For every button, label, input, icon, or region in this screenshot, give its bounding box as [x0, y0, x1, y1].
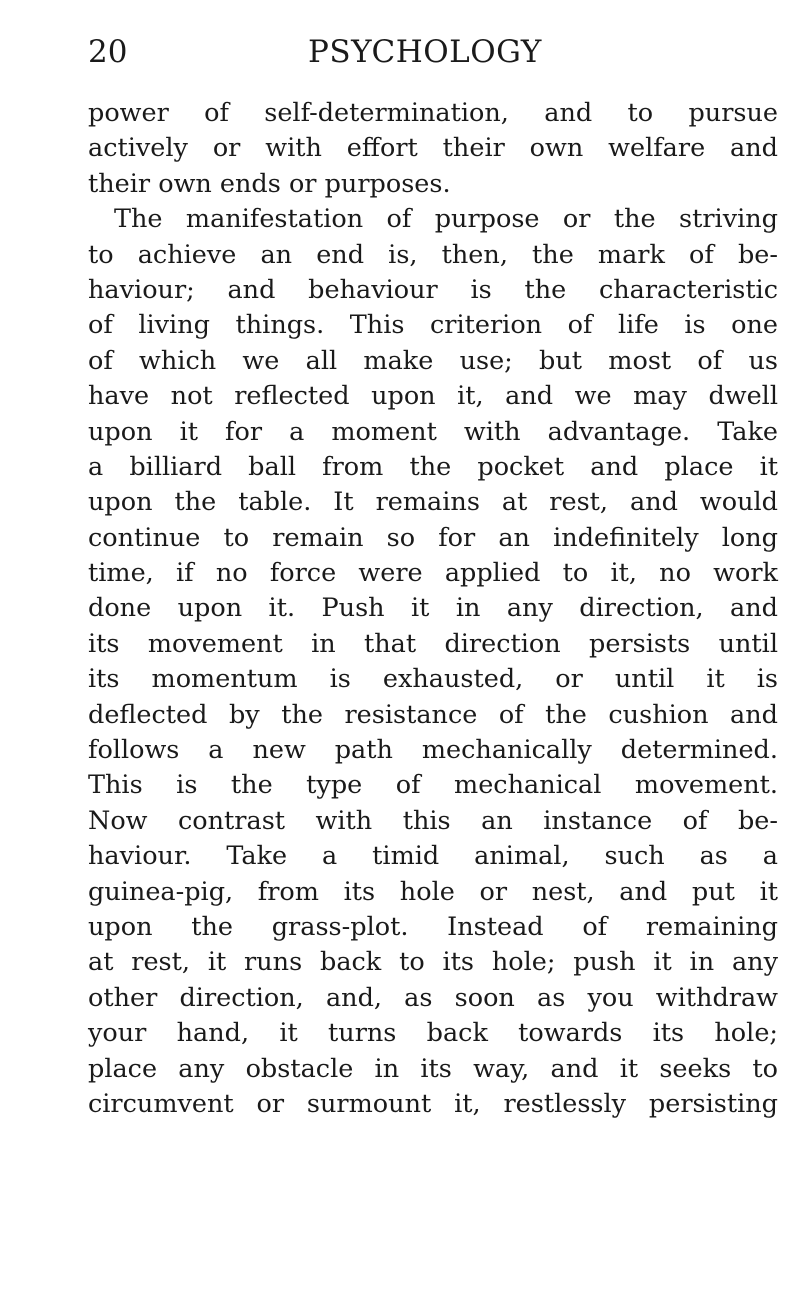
text-line: upon the grass-plot. Instead of remaining	[88, 911, 778, 942]
text-line: a billiard ball from the pocket and place it	[88, 451, 778, 482]
text-line: at rest, it runs back to its hole; push it in any	[88, 947, 778, 978]
text-line: time, if no force were applied to it, no work	[88, 558, 778, 589]
text-line: continue to remain so for an indefinitely long	[88, 522, 778, 553]
text-line: of living things. This criterion of life is one	[88, 310, 778, 341]
text-line: The manifestation of purpose or the striving	[114, 204, 778, 235]
text-line: This is the type of mechanical movement.	[88, 770, 778, 801]
text-line: deflected by the resistance of the cushion and	[88, 699, 778, 730]
running-head	[0, 30, 800, 74]
text-line: circumvent or surmount it, restlessly persisting	[88, 1088, 778, 1119]
text-line: your hand, it turns back towards its hole;	[88, 1018, 778, 1049]
body-text	[88, 96, 778, 1122]
text-line: upon the table. It remains at rest, and would	[88, 487, 778, 518]
text-line: have not reflected upon it, and we may dwell	[88, 381, 778, 412]
text-line: power of self-determination, and to pursue	[88, 98, 778, 128]
text-line: place any obstacle in its way, and it seeks to	[88, 1053, 778, 1084]
text-line: to achieve an end is, then, the mark of be-	[88, 239, 778, 270]
text-line: their own ends or purposes.	[88, 168, 451, 199]
text-line: its momentum is exhausted, or until it is	[88, 664, 778, 695]
text-line: guinea-pig, from its hole or nest, and put it	[88, 876, 778, 907]
text-line: haviour. Take a timid animal, such as a	[88, 841, 778, 872]
text-line: follows a new path mechanically determined.	[88, 735, 778, 766]
page-title: PSYCHOLOGY	[308, 34, 542, 70]
text-line: Now contrast with this an instance of be-	[88, 805, 778, 836]
text-line: actively or with effort their own welfare and	[88, 133, 778, 164]
text-line: upon it for a moment with advantage. Take	[88, 416, 778, 447]
page-number: 20	[88, 34, 128, 70]
text-line: of which we all make use; but most of us	[88, 345, 778, 376]
text-line: haviour; and behaviour is the characteristic	[88, 274, 778, 305]
text-line: done upon it. Push it in any direction, and	[88, 593, 778, 624]
text-line: other direction, and, as soon as you withdraw	[88, 982, 778, 1013]
text-line: its movement in that direction persists until	[88, 628, 778, 659]
